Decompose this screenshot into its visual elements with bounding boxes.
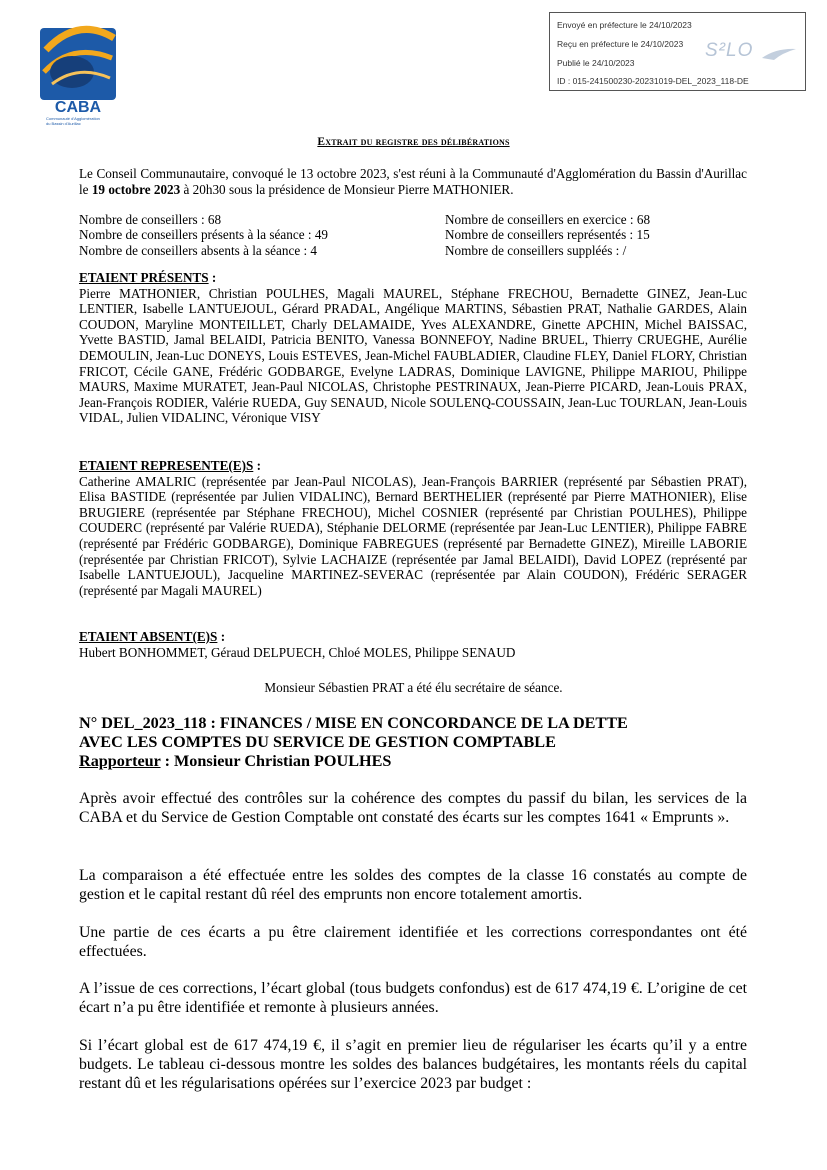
stamp-line-sent: Envoyé en préfecture le 24/10/2023 (557, 20, 692, 30)
stamp-line-id: ID : 015-241500230-20231019-DEL_2023_118-DE (557, 76, 749, 86)
body-paragraph-2: La comparaison a été effectuée entre les soldes des comptes de la classe 16 constatés au compte de gestion et le capital restant dû réel des emprunts non encore totalement amortis. (79, 867, 747, 904)
presents-section: ETAIENT PRÉSENTS : Pierre MATHONIER, Christian POULHES, Magali MAUREL, Stéphane FRECHOU, Bernadette GINEZ, Jean-Luc LENTIER, Isabelle LANTUEJOUL, Gérard PRADAL, Angélique MARTINS, Sébastien PRAT, Nathalie GARDES, Alain COUDON, Maryline MONTEILLET, Charly DELAMAIDE, Yves ALEXANDRE, Ginette APCHIN, Michel BAISSAC, Yvette BASTID, Jamal BELAIDI, Patricia BENITO, Vanessa BONNEFOY, Nadine BRUEL, Thierry CRUEGHE, Aurélie DEMOULIN, Jean-Luc DONEYS, Louis ESTEVES, Jean-Michel FAUBLADIER, Claudine FLEY, Daniel FLORY, Christian FRICOT, Cécile GANE, Frédéric GODBARGE, Evelyne LADRAS, Dominique LAVIGNE, Philippe MARIOU, Philippe MAURS, Maxime MURATET, Jean-Paul NICOLAS, Christophe PESTRINAUX, Jean-Pierre PICARD, Jean-Louis PRAX, Jean-François RODIER, Valérie RUEDA, Guy SENAUD, Nicole SOULENQ-COUSSAIN, Jean-Luc TOURLAN, Jean-Louis VIDAL, Julien VIDALINC, Véronique VISY (79, 270, 747, 426)
body-paragraph-4: A l’issue de ces corrections, l’écart global (tous budgets confondus) est de 617 474,19 €. L’origine de cet écart n’a pu être identifiée et remonte à plusieurs années. (79, 980, 747, 1017)
s2lo-wing-icon (760, 46, 798, 62)
caba-logo (38, 20, 118, 132)
logo-subtitle-2: du Bassin d'Aurillac (46, 121, 81, 126)
meeting-date: 19 octobre 2023 (91, 181, 181, 197)
stamp-line-published: Publié le 24/10/2023 (557, 58, 635, 68)
intro-paragraph: Le Conseil Communautaire, convoqué le 13 octobre 2023, s'est réuni à la Communauté d'Agglomération du Bassin d'Aurillac le 19 octobre 2023 à 20h30 sous la présidence de Monsieur Pierre MATHONIER. (79, 166, 747, 197)
body-paragraph-3: Une partie de ces écarts a pu être clairement identifiée et les corrections correspondantes ont été effectuées. (79, 924, 747, 961)
rapporteur-name: : Monsieur Christian POULHES (160, 752, 392, 770)
absents-list: Hubert BONHOMMET, Géraud DELPUECH, Chloé MOLES, Philippe SENAUD (79, 644, 516, 660)
logo-wordmark: CABA (54, 99, 102, 116)
body-paragraph-5: Si l’écart global est de 617 474,19 €, il s’agit en premier lieu de régulariser les écarts qu’il y a entre budgets. Le tableau ci-dessous montre les soldes des balances budgétaires, les montants réels du capital restant dû et les régularisations opérées sur l’exercice 2023 par budget : (79, 1037, 747, 1093)
s2lo-brand: S²LO (705, 40, 754, 61)
represented-section: ETAIENT REPRESENTE(E)S : Catherine AMALRIC (représentée par Jean-Paul NICOLAS), Jean-François BARRIER (représenté par Sébastien PRAT), Elisa BASTIDE (représentée par Julien VIDALINC), Bernard BERTHELIER (représenté par Pierre MATHONIER), Elise BRUGIERE (représentée par Stéphane FRECHOU), Michel COSNIER (représenté par Christian POULHES), Philippe COUDERC (représenté par Valérie RUEDA), Stéphanie DELORME (représentée par Jean-Luc LENTIER), Philippe FABRE (représenté par Frédéric GODBARGE), Dominique FABREGUES (représenté par Bernadette GINEZ), Mireille LABORIE (représentée par Christian FRICOT), Sylvie LACHAIZE (représentée par Jamal BELAIDI), David LOPEZ (représenté par Isabelle LANTUEJOUL), Jacqueline MARTINEZ-SEVERAC (représentée par Alain COUDON), Frédéric SERAGER (représenté par Magali MAUREL) (79, 458, 747, 598)
body-paragraph-1: Après avoir effectué des contrôles sur la cohérence des comptes du passif du bilan, les services de la CABA et du Service de Gestion Comptable ont constaté des écarts sur les comptes 1641 « Emprunts ». (79, 790, 747, 827)
logo-subtitle-1: Communauté d'Agglomération (46, 116, 100, 121)
document-title: Extrait du registre des délibérations (317, 136, 510, 148)
represented-heading: ETAIENT REPRESENTE(E)S (79, 458, 254, 473)
secretary-line: Monsieur Sébastien PRAT a été élu secrétaire de séance. (264, 680, 563, 695)
represented-list: Catherine AMALRIC (représentée par Jean-Paul NICOLAS), Jean-François BARRIER (représenté par Sébastien PRAT), Elisa BASTIDE (représentée par Julien VIDALINC), Bernard BERTHELIER (représenté par Pierre MATHONIER), Elise BRUGIERE (représentée par Stéphane FRECHOU), Michel COSNIER (représenté par Christian POULHES), Philippe COUDERC (représenté par Valérie RUEDA), Stéphanie DELORME (représentée par Jean-Luc LENTIER), Philippe FABRE (représenté par Frédéric GODBARGE), Dominique FABREGUES (représenté par Bernadette GINEZ), Mireille LABORIE (représentée par Christian FRICOT), Sylvie LACHAIZE (représentée par Jamal BELAIDI), David LOPEZ (représenté par Isabelle LANTUEJOUL), Jacqueline MARTINEZ-SEVERAC (représentée par Alain COUDON), Frédéric SERAGER (représenté par Magali MAUREL) (79, 473, 747, 598)
rapporteur-label: Rapporteur (79, 752, 161, 770)
deliberation-heading: N° DEL_2023_118 : FINANCES / MISE EN CONCORDANCE DE LA DETTE AVEC LES COMPTES DU SERVICE DE GESTION COMPTABLE Rapporteur : Monsieur Christian POULHES (79, 714, 628, 770)
stamp-line-received: Reçu en préfecture le 24/10/2023 (557, 39, 684, 49)
prefecture-stamp (549, 12, 806, 91)
absents-heading: ETAIENT ABSENT(E)S (79, 629, 218, 644)
presents-list: Pierre MATHONIER, Christian POULHES, Magali MAUREL, Stéphane FRECHOU, Bernadette GINEZ, Jean-Luc LENTIER, Isabelle LANTUEJOUL, Gérard PRADAL, Angélique MARTINS, Sébastien PRAT, Nathalie GARDES, Alain COUDON, Maryline MONTEILLET, Charly DELAMAIDE, Yves ALEXANDRE, Ginette APCHIN, Michel BAISSAC, Yvette BASTID, Jamal BELAIDI, Patricia BENITO, Vanessa BONNEFOY, Nadine BRUEL, Thierry CRUEGHE, Aurélie DEMOULIN, Jean-Luc DONEYS, Louis ESTEVES, Jean-Michel FAUBLADIER, Claudine FLEY, Daniel FLORY, Christian FRICOT, Cécile GANE, Frédéric GODBARGE, Evelyne LADRAS, Dominique LAVIGNE, Philippe MARIOU, Philippe MAURS, Maxime MURATET, Jean-Paul NICOLAS, Christophe PESTRINAUX, Jean-Pierre PICARD, Jean-Louis PRAX, Jean-François RODIER, Valérie RUEDA, Guy SENAUD, Nicole SOULENQ-COUSSAIN, Jean-Luc TOURLAN, Jean-Louis VIDAL, Julien VIDALINC, Véronique VISY (79, 285, 747, 426)
absents-section: ETAIENT ABSENT(E)S : Hubert BONHOMMET, Géraud DELPUECH, Chloé MOLES, Philippe SENAUD (79, 629, 747, 660)
presents-heading: ETAIENT PRÉSENTS (79, 270, 209, 285)
